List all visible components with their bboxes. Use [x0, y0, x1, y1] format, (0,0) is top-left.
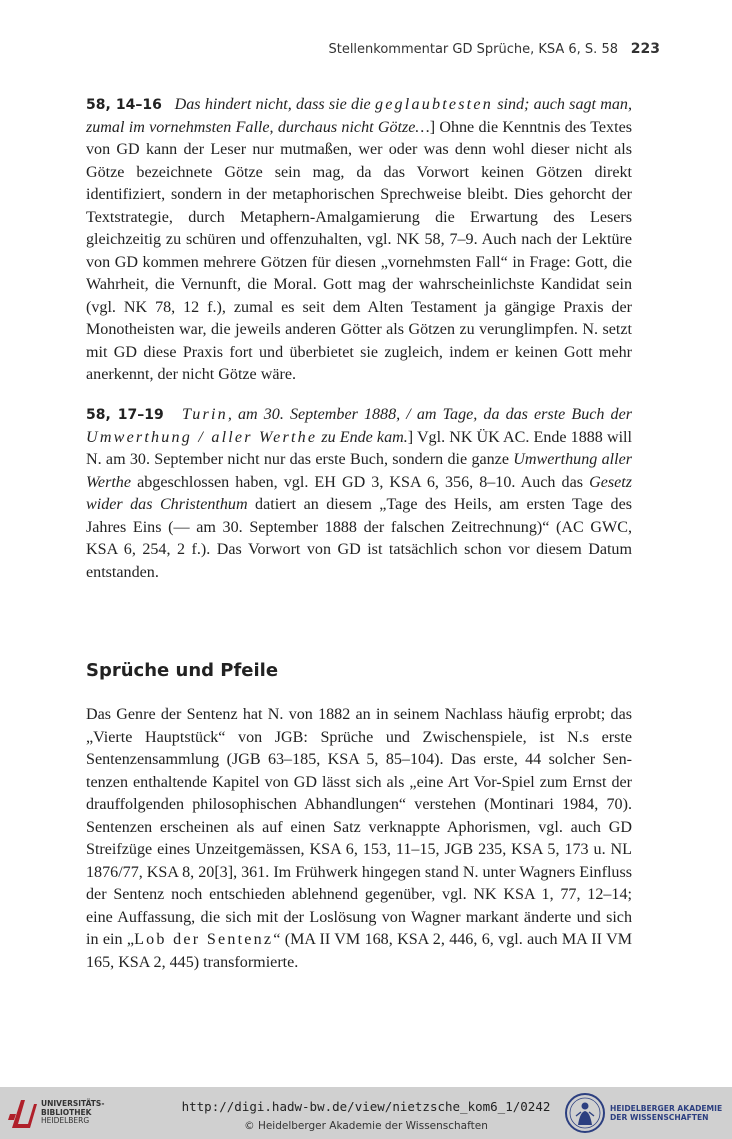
- lemma-bracket: ]: [429, 118, 436, 136]
- italic-title: Gesetz wider das Christenthum: [86, 473, 632, 513]
- logo-line: DER WISSENSCHAFTEN: [610, 1113, 709, 1122]
- lemma-text: Das hindert nicht, dass sie die: [174, 96, 375, 113]
- entry-body: abgeschlossen haben, vgl. EH GD 3, KSA 6, 356, 8–10. Auch das: [131, 473, 590, 491]
- lemma-text: sind; auch sagt man, zumal im vornehmsten Falle, durchaus nicht Götze…: [86, 96, 633, 136]
- lemma-text: zu Ende kam.: [317, 428, 408, 446]
- commentary-entry-2: [86, 404, 632, 584]
- lemma-spaced-text: Turin: [181, 406, 228, 423]
- entry-reference: 58, 14–16: [86, 97, 162, 113]
- running-header: [86, 41, 660, 57]
- page-number: 223: [630, 41, 660, 57]
- lemma-spaced-text: geglaubtesten: [374, 96, 493, 113]
- academy-seal-icon: [564, 1092, 606, 1134]
- running-title: Stellenkommentar GD Sprüche, KSA 6, S. 58: [328, 42, 618, 57]
- source-url[interactable]: http://digi.hadw-bw.de/view/nietzsche_kom6_1/0242: [181, 1099, 551, 1114]
- lemma-text: , am 30. September 1888, / am Tage, da das erste Buch der: [227, 406, 633, 423]
- copyright-notice: © Heidelberger Akademie der Wissenschaften: [244, 1120, 488, 1132]
- section-body: [86, 704, 632, 974]
- logo-line: HEIDELBERG: [41, 1116, 90, 1125]
- entry-body: Vgl. NK ÜK AC. Ende 1888 will N. am 30. September nicht nur das erste Buch, sondern die ganze: [86, 428, 632, 468]
- entry-body: datiert an diesem „Tage des Heils, am ersten Tage des Jahres Eins (— am 30. September 1888 der falschen Zeitrechnung)“ (AC GWC, KSA 6, 254, 2 f.). Das Vorwort von GD ist tatsächlich schon vor diesem Datum entstanden.: [86, 496, 632, 581]
- hadw-logo: [564, 1092, 729, 1134]
- lemma-bracket: ]: [407, 428, 414, 446]
- section-heading: Sprüche und Pfeile: [86, 660, 279, 681]
- italic-title: Umwerthung aller Werthe: [86, 451, 632, 491]
- entry-body: Ohne die Kenntnis des Textes von GD kann der Leser nur mutmaßen, wer oder was denn wohl dieser nicht als Götze bezeichnete Götze sein mag, da das Vorwort keinen Götzen direkt identifiziert, sondern in der metaphorischen Sprechweise bleibt. Dies gehorcht der Textstrategie, durch Metaphern-Amalgamierung die Erwartung des Lesers gleichzeitig zu schüren und offenzuhalten, vgl. NK 58, 7–9. Auch nach der Lektüre von GD kommen mehrere Götzen für diesen „vornehmsten Fall“ in Frage: Gott, die Wahrheit, die Vernunft, die Moral. Gott mag der wahrscheinlichste Kandidat sein (vgl. NK 78, 12 f.), zumal es seit dem Alten Testament ja gängige Praxis der Monotheisten war, die jeweils anderen Götter als Götzen zu verunglimpfen. N. setzt mit GD diese Praxis fort und überbietet sie zugleich, indem er keinen Gott mehr anerkennt, der nicht Götze wäre.: [86, 118, 632, 383]
- section-spaced-text: Lob der Sentenz: [134, 931, 274, 948]
- commentary-entry-1: [86, 94, 632, 387]
- logo-line: BIBLIOTHEK: [41, 1107, 92, 1117]
- entry-reference: 58, 17–19: [86, 407, 164, 423]
- section-text: Das Genre der Sentenz hat N. von 1882 an in seinem Nachlass häufig erprobt; das „Vierte Hauptstück“ von JGB: Sprüche und Zwischenspiele, ist N.s erste Sentenzensammlung (JGB 63–185, KSA 5, 85–104). Das erste, 44 solcher Sentenzen enthaltende Kapitel von GD lässt sich als „eine Art Vor-Spiel zum Ernst der drauffolgenden philosophischen Abhandlungen“ verstehen (Montinari 1984, 70). Sentenzen erscheinen als auf einen Satz verknappte Aphorismen, vgl. auch GD Streifzüge eines Unzeitgemässen, KSA 6, 153, 11–15, JGB 235, KSA 5, 173 u. NL 1876/77, KSA 8, 20[3], 361. Im Frühwerk hingegen stand N. unter Wagners Einfluss der Sentenz noch entschieden ablehnend gegenüber, vgl. NK KSA 1, 77, 12–14; eine Auffassung, die sich mit der Loslösung von Wagner markant änderte und sich in ein „: [86, 706, 632, 948]
- logo-line: UNIVERSITÄTS-: [41, 1099, 105, 1108]
- lemma-spaced-text: Umwerthung / aller Werthe: [86, 428, 318, 446]
- logo-line: HEIDELBERGER AKADEMIE: [610, 1104, 723, 1113]
- section-text: “ (MA II VM 168, KSA 2, 446, 6, vgl. auch MA II VM 165, KSA 2, 445) transformierte.: [86, 931, 632, 971]
